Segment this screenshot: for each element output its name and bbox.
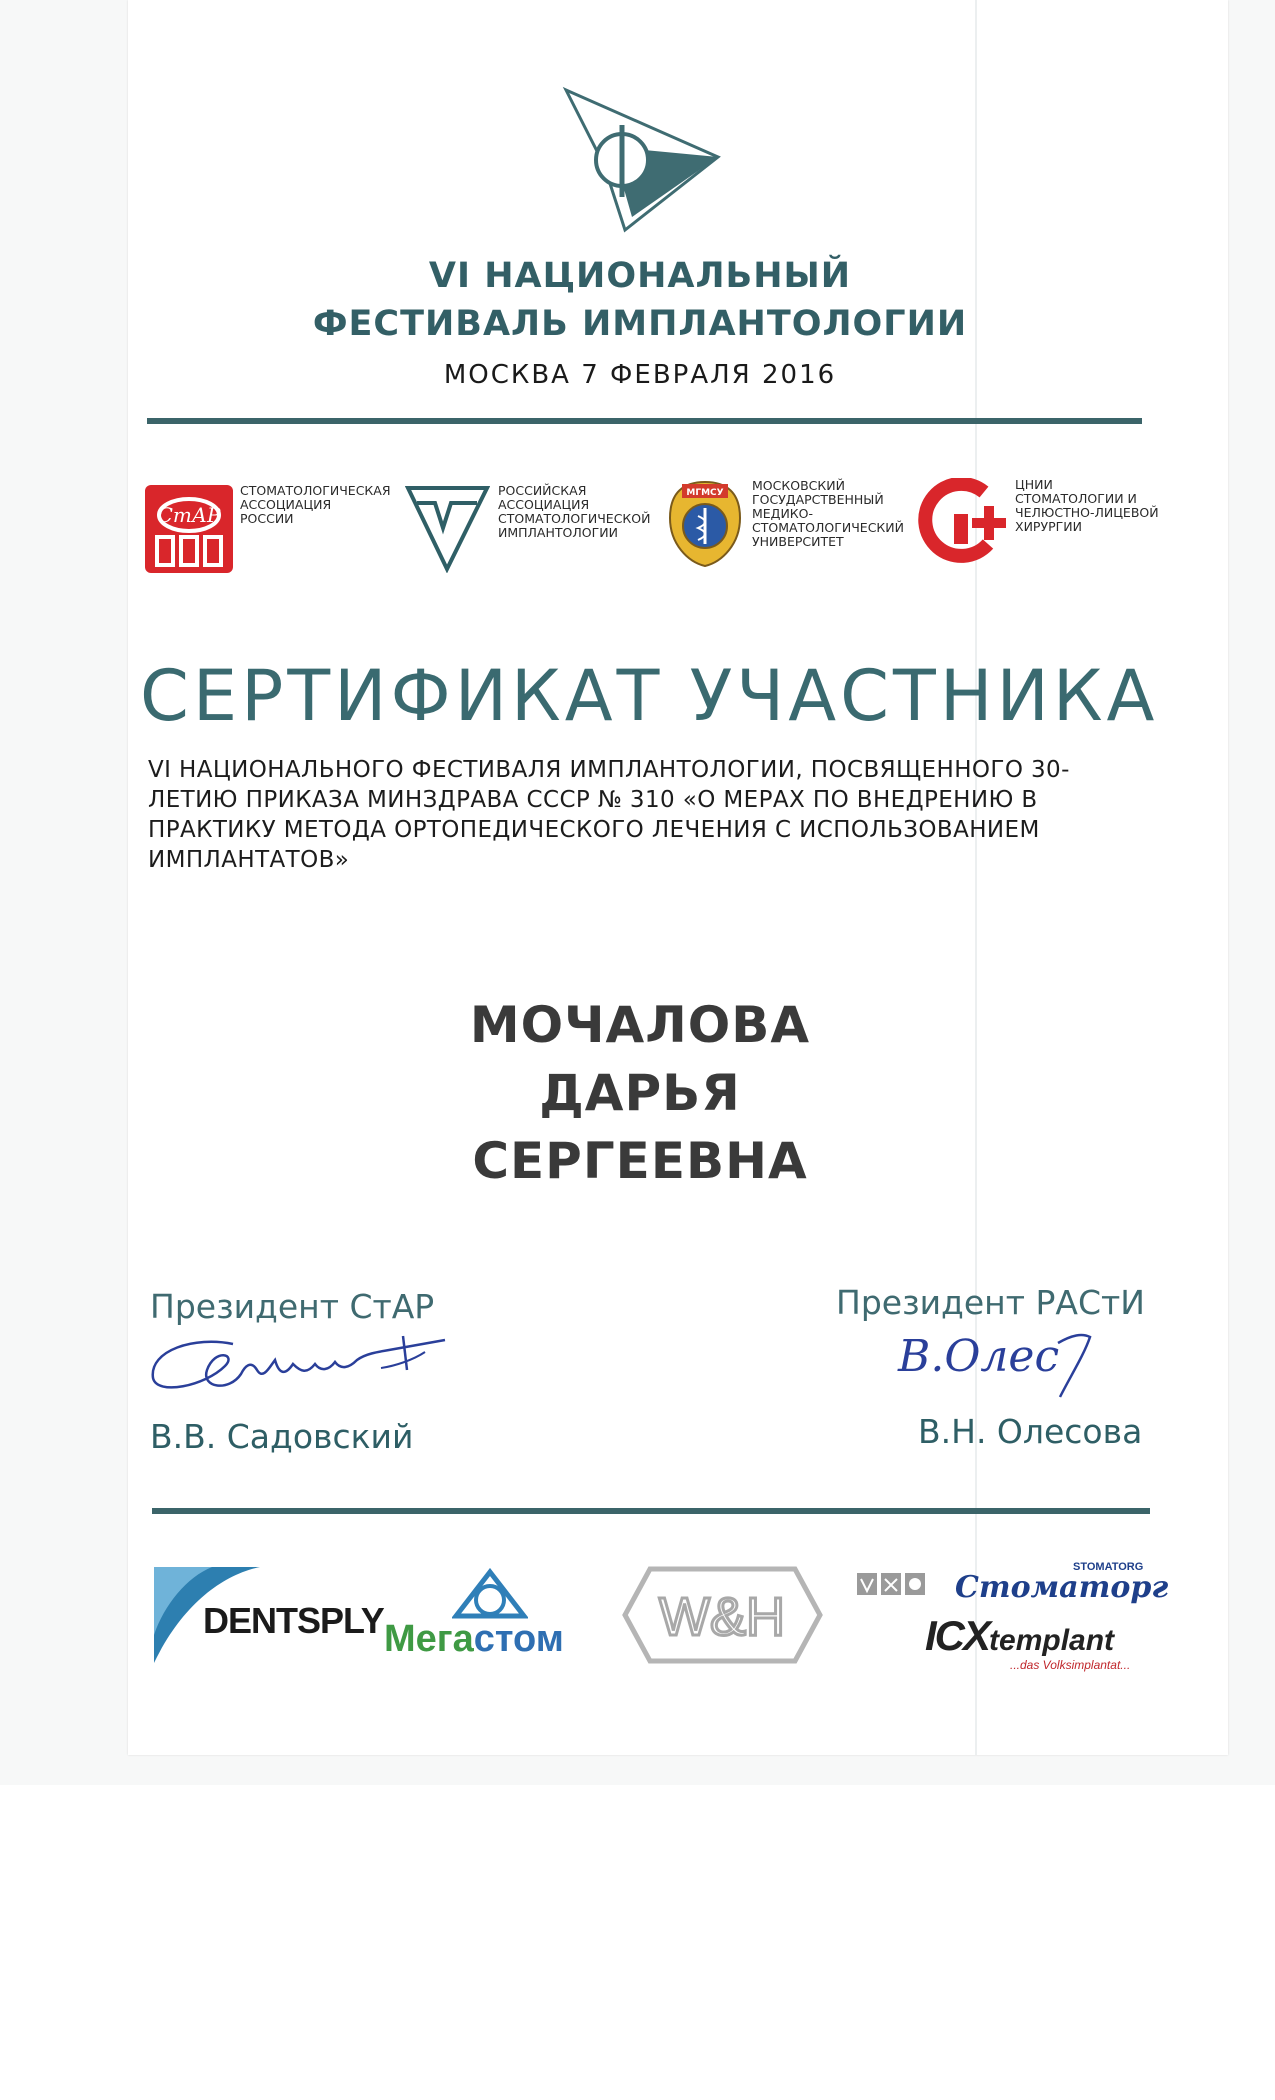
place-date: МОСКВА 7 ФЕВРАЛЯ 2016 — [443, 360, 837, 390]
megastom-suffix: стом — [473, 1618, 564, 1660]
left-signatory-name: В.В. Садовский — [150, 1417, 414, 1456]
icx-templant-logo — [925, 1612, 1114, 1660]
svg-text:СтАР: СтАР — [157, 503, 221, 527]
right-signatory-name: В.Н. Олесова — [918, 1412, 1143, 1451]
festival-logo — [560, 85, 730, 235]
megastom-logo — [384, 1618, 564, 1661]
icx-suffix: templant — [989, 1624, 1115, 1657]
mgmsu-crest — [666, 478, 744, 568]
rasti-logo — [405, 483, 490, 573]
stomatorg-label: STOMATORG — [1073, 1561, 1144, 1573]
certificate-dedication: VI НАЦИОНАЛЬНОГО ФЕСТИВАЛЯ ИМПЛАНТОЛОГИИ, ПОСВЯЩЕННОГО 30-ЛЕТИЮ ПРИКАЗА МИНЗДРАВА СССР № 310 «О МЕРАХ ПО ВНЕДРЕНИЮ В ПРАКТИКУ МЕТОДА ОРТОПЕДИЧЕСКОГО ЛЕЧЕНИЯ С ИСПОЛЬЗОВАНИЕМ ИМПЛАНТАТОВ» — [148, 757, 1070, 873]
right-signatory-role: Президент РАСтИ — [836, 1283, 1145, 1322]
wh-logo — [620, 1565, 825, 1665]
org-star-name: СТОМАТОЛОГИЧЕСКАЯ АССОЦИАЦИЯ РОССИИ — [240, 483, 391, 526]
megastom-prefix: Мега — [384, 1618, 474, 1660]
stomatorg-logo: Стоматорг — [955, 1570, 1169, 1605]
org-rasti-name: РОССИЙСКАЯ АССОЦИАЦИЯ СТОМАТОЛОГИЧЕСКОЙ ИМПЛАНТОЛОГИИ — [498, 483, 651, 540]
top-divider — [147, 418, 1142, 424]
org-cniis-name: ЦНИИ СТОМАТОЛОГИИ И ЧЕЛЮСТНО-ЛИЦЕВОЙ ХИРУРГИИ — [1015, 477, 1159, 534]
svg-text:W&H: W&H — [659, 1587, 785, 1647]
certificate-title: СЕРТИФИКАТ УЧАСТНИКА — [140, 655, 1159, 737]
dentsply-logo: DENTSPLY — [203, 1600, 384, 1641]
cniis-logo — [912, 478, 1010, 570]
megastom-triangle-icon — [452, 1568, 528, 1620]
bottom-divider — [152, 1508, 1150, 1514]
right-signature — [880, 1325, 1140, 1405]
festival-title-line1: VI НАЦИОНАЛЬНЫЙ — [428, 256, 852, 296]
stomatorg-tiles-icon — [855, 1565, 945, 1601]
icx-tagline: ...das Volksimplantat... — [1010, 1658, 1131, 1672]
svg-text:МГМСУ: МГМСУ — [686, 488, 724, 498]
icx-prefix: ICX — [925, 1612, 990, 1659]
org-mgmsu-name: МОСКОВСКИЙ ГОСУДАРСТВЕННЫЙ МЕДИКО- СТОМАТОЛОГИЧЕСКИЙ УНИВЕРСИТЕТ — [752, 478, 904, 549]
svg-text:В.Олес: В.Олес — [898, 1331, 1060, 1382]
left-signatory-role: Президент СтАР — [150, 1287, 435, 1326]
star-logo — [145, 485, 233, 573]
recipient-patronymic: СЕРГЕЕВНА — [472, 1132, 808, 1190]
left-signature — [145, 1330, 505, 1410]
recipient-surname: МОЧАЛОВА — [469, 996, 811, 1054]
festival-title-line2: ФЕСТИВАЛЬ ИМПЛАНТОЛОГИИ — [312, 304, 968, 344]
recipient-first-name: ДАРЬЯ — [539, 1064, 741, 1122]
